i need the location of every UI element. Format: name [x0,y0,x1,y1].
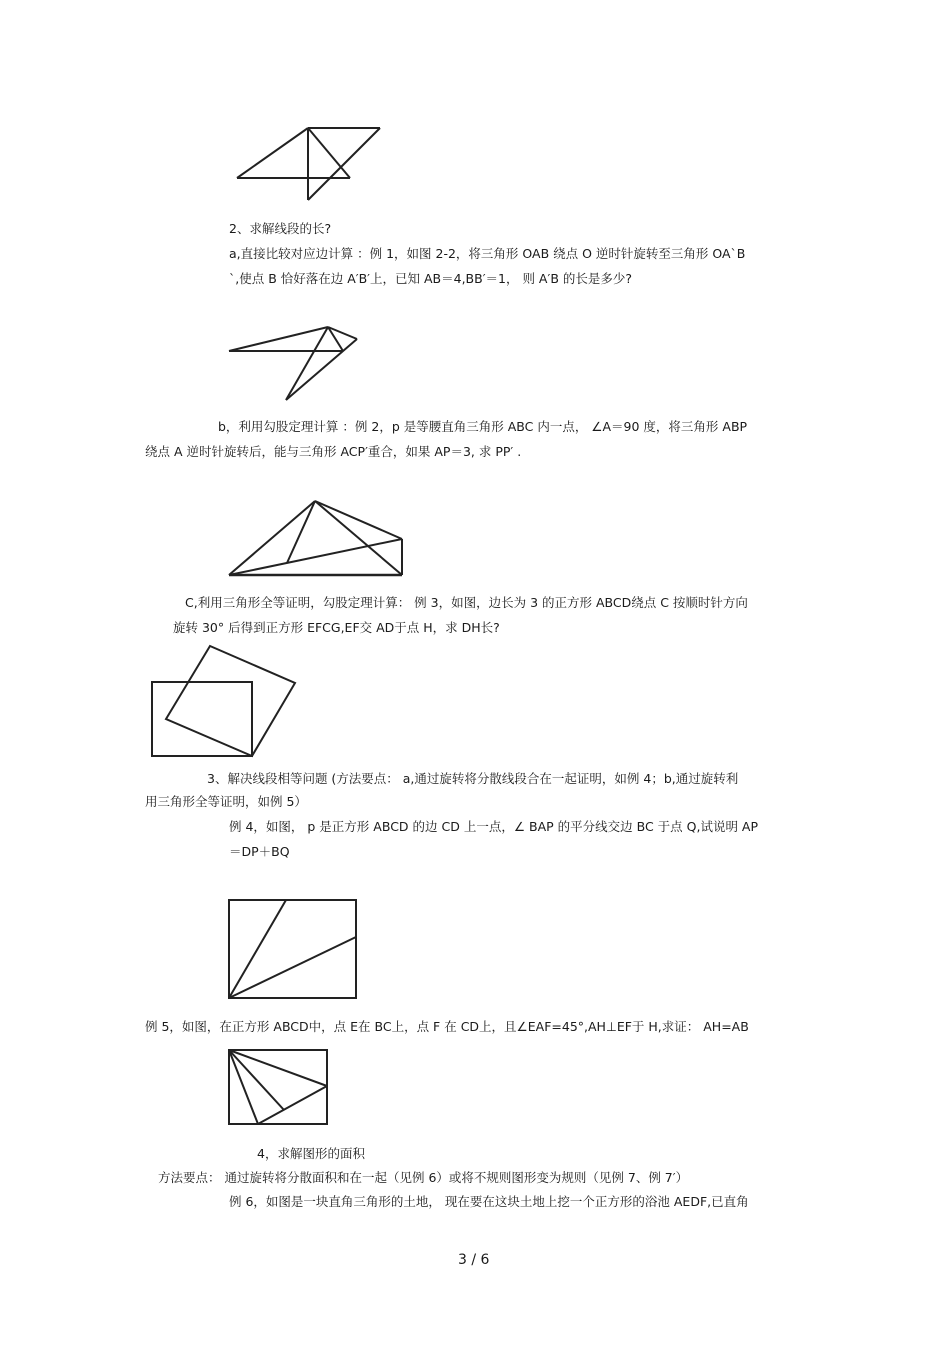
example-5-line: 例 5，如图，在正方形 ABCD中，点 E在 BC上，点 F 在 CD上，且∠EAF=45°,AH⊥EF于 H,求证： AH=AB [145,1019,749,1034]
figure-example-2 [229,501,402,575]
figure-example-3 [152,646,295,756]
figure-rotation-triangles [237,128,380,200]
method-b-line-1: b，利用勾股定理计算 ：例 2，p 是等腰直角三角形 ABC 内一点， ∠A＝90 度，将三角形 ABP [218,419,748,434]
section-2-heading: 2、求解线段的长? [229,221,332,236]
figure-example-4 [229,900,356,998]
method-a-line-1: a,直接比较对应边计算 ：例 1，如图 2-2，将三角形 OAB 绕点 O 逆时针旋转至三角形 OA`B [229,246,746,261]
method-a-line-2: `,使点 B 恰好落在边 A′B′上，已知 AB＝4,BB′＝1， 则 A′B 的长是多少? [229,271,633,286]
section-3-line-1: 3、解决线段相等问题 (方法要点： a,通过旋转将分散线段合在一起证明，如例 4；b,通过旋转利 [207,771,739,786]
method-c-line-2: 旋转 30° 后得到正方形 EFCG,EF交 AD于点 H，求 DH长? [173,620,500,635]
method-line: 方法要点： 通过旋转将分散面积和在一起（见例 6）或将不规则图形变为规则（见例 7、例 7′） [158,1170,689,1185]
example-6-line: 例 6，如图是一块直角三角形的土地， 现在要在这块土地上挖一个正方形的浴池 AEDF,已直角 [229,1194,749,1209]
section-4-heading: 4，求解图形的面积 [257,1146,365,1161]
example-4-line-2: ＝DP＋BQ [229,844,290,859]
section-3-line-2: 用三角形全等证明，如例 5） [145,794,307,809]
method-c-line-1: C,利用三角形全等证明，勾股定理计算： 例 3，如图，边长为 3 的正方形 ABCD绕点 C 按顺时针方向 [185,595,748,610]
method-b-line-2: 绕点 A 逆时针旋转后，能与三角形 ACP′重合，如果 AP＝3, 求 PP′ . [145,444,522,459]
figure-example-5 [229,1050,327,1124]
page-number: 3 / 6 [458,1252,490,1268]
example-4-line-1: 例 4，如图， p 是正方形 ABCD 的边 CD 上一点，∠ BAP 的平分线交边 BC 于点 Q,试说明 AP [229,819,759,834]
figure-2-2 [229,327,357,400]
